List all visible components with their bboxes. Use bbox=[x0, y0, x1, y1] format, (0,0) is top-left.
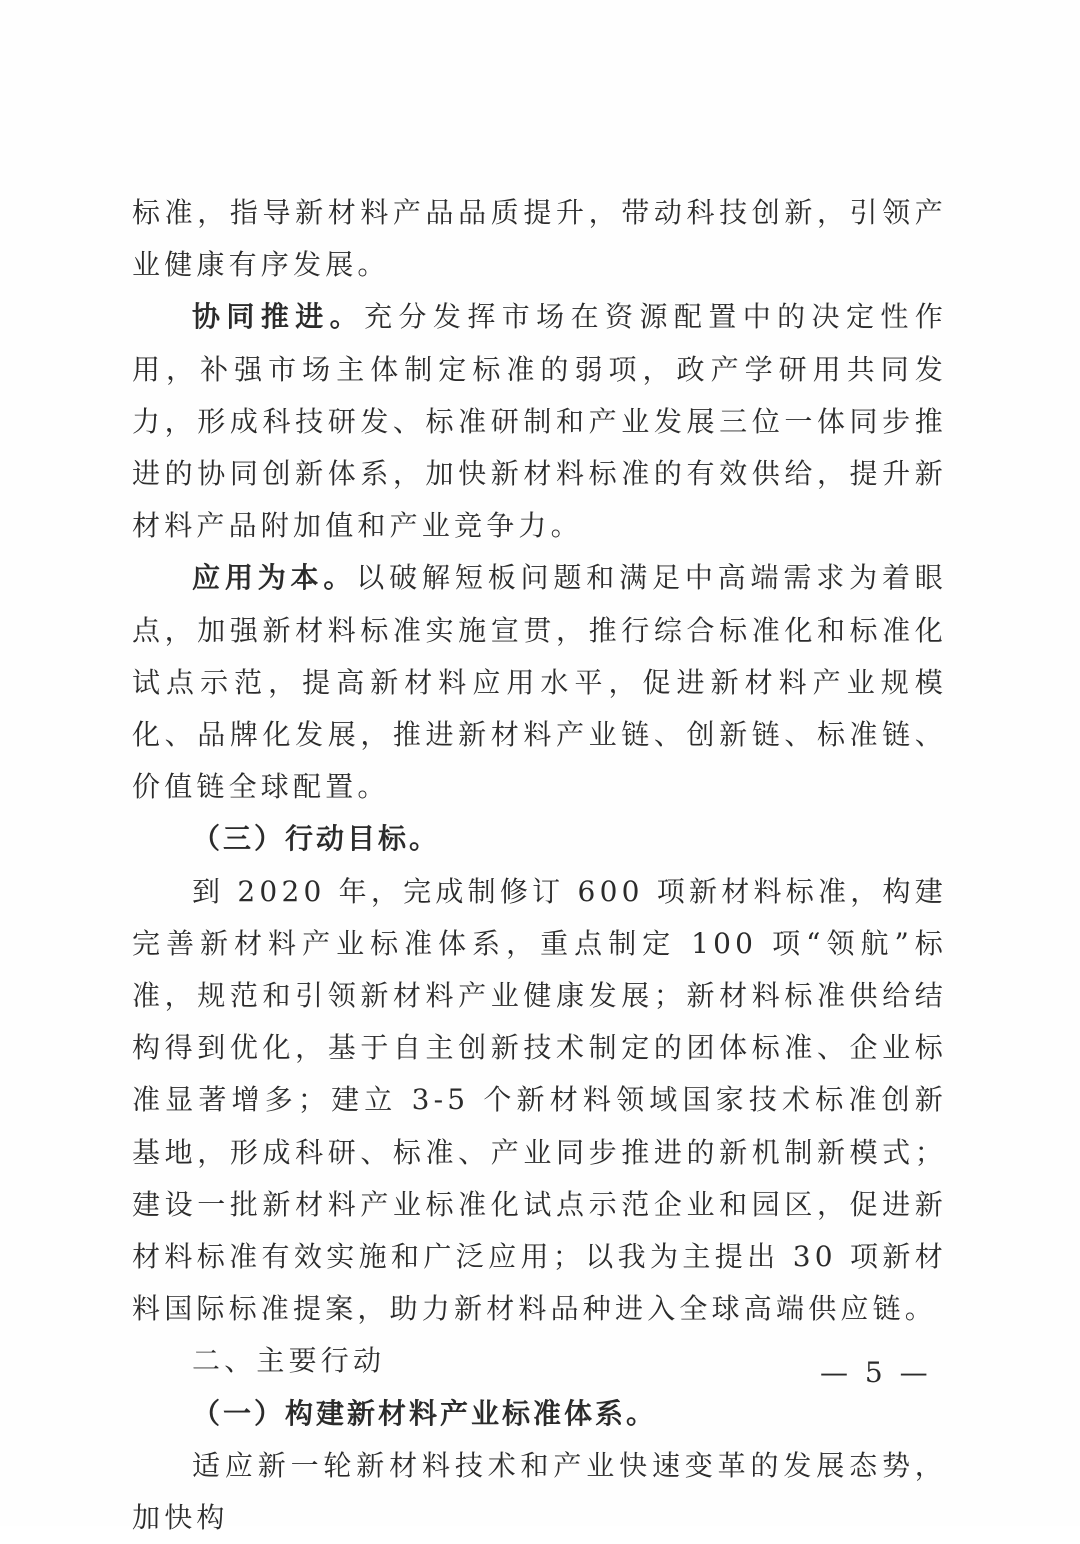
page-number: — 5 — bbox=[820, 1356, 932, 1389]
paragraph-standard-system: 适应新一轮新材料技术和产业快速变革的发展态势，加快构 bbox=[132, 1448, 947, 1535]
document-body bbox=[132, 187, 947, 1544]
chapter-heading-main-actions: 二、主要行动 bbox=[192, 1344, 386, 1378]
paragraph-collaborative-promotion bbox=[132, 291, 947, 552]
paragraph-application-based bbox=[132, 552, 947, 813]
paragraph-standards-guidance: 标准，指导新材料产品品质提升，带动科技创新，引领产业健康有序发展。 bbox=[132, 196, 947, 282]
principle-text-application-based: 以破解短板问题和满足中高端需求为着眼点，加强新材料标准实施宣贯，推行综合标准化和标准化试点示范，提高新材料应用水平，促进新材料产业规模化、品牌化发展，推进新材料产业链、创新链、标准链、价值链全球配置。 bbox=[132, 561, 947, 804]
principle-heading-application-based: 应用为本。 bbox=[192, 561, 357, 595]
principle-text-collaborative-promotion: 充分发挥市场在资源配置中的决定性作用，补强市场主体制定标准的弱项，政产学研用共同发力，形成科技研发、标准研制和产业发展三位一体同步推进的协同创新体系，加快新材料标准的有效供给，提升新材料产品附加值和产业竞争力。 bbox=[132, 300, 947, 543]
principle-heading-collaborative-promotion: 协同推进。 bbox=[192, 300, 365, 334]
section-heading-action-goals: （三）行动目标。 bbox=[192, 822, 441, 856]
section-heading-standard-system: （一）构建新材料产业标准体系。 bbox=[192, 1396, 658, 1430]
paragraph-action-goals: 到 2020 年，完成制修订 600 项新材料标准，构建完善新材料产业标准体系，重点制定 100 项“领航”标准，规范和引领新材料产业健康发展；新材料标准供给结构得到优化，基于自主创新技术制定的团体标准、企业标准显著增多；建立 3-5 个新材料领域国家技术标准创新基地，形成科研、标准、产业同步推进的新机制新模式；建设一批新材料产业标准化试点示范企业和园区，促进新材料标准有效实施和广泛应用；以我为主提出 30 项新材料国际标准提案，助力新材料品种进入全球高端供应链。 bbox=[132, 874, 947, 1326]
